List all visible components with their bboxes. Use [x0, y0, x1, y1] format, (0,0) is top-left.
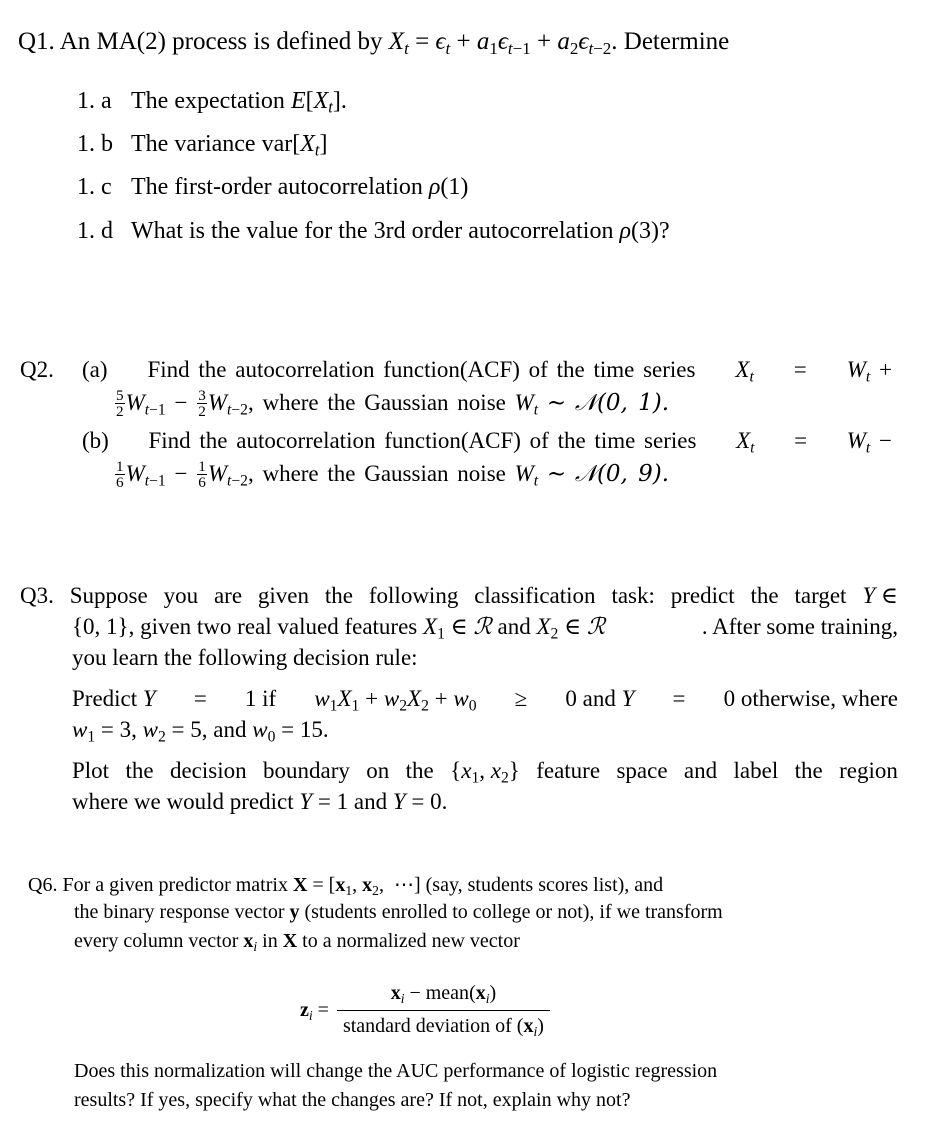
q6-line3: every column vector $x_i$ in X to a normalized new vector — [74, 930, 520, 954]
q3-plot-word: decision — [169, 758, 247, 783]
q2b-xt: $X_t$ — [736, 428, 755, 457]
q3-rule-otherwise: 0 otherwise, where — [723, 686, 898, 711]
q2-number: Q2. — [20, 357, 54, 382]
q3-w2: 5 — [190, 717, 202, 742]
q6-question-line2: results? If yes, specify what the changes are? If not, explain why not? — [74, 1089, 631, 1111]
q3-word: you — [163, 583, 199, 608]
q3-rule-eq: = — [193, 686, 207, 711]
q3-line1 — [20, 583, 898, 609]
q3-plot-line1 — [72, 758, 898, 787]
q3-rule-line1 — [72, 686, 898, 715]
q3-plot-word: and — [683, 758, 718, 783]
q1a-math: $E[X_t]$. — [290, 88, 347, 117]
q6-line2: the binary response vector y (students enrolled to college or not), if we transform — [74, 901, 723, 923]
q2b-line1 — [82, 428, 892, 457]
q3-rule-if: 1 if — [244, 686, 277, 711]
q2a-noise-text: , where the Gaussian noise — [247, 390, 506, 416]
q3-rule-line2: $w_1 = 3$, $w_2 = 5$, and $w_0 = 15$. — [72, 717, 329, 746]
q1d-text: What is the value for the 3rd order autocorrelation — [131, 218, 614, 244]
q2a-line2: $\frac{5}{2}$ $W_{t-1}$ − $\frac{3}{2}$ $W_{t-2}$, where the Gaussian noise $W_t$ ∼ 𝒩(0, 1). — [116, 387, 670, 421]
q3-plot-set: {$x_1$, $x_2$} — [450, 758, 520, 787]
q3-plot-word: region — [839, 758, 898, 783]
q1b-text: The variance var — [131, 131, 293, 157]
q3-line3: you learn the following decision rule: — [72, 645, 418, 670]
q3-word: Suppose — [69, 583, 148, 608]
q2b-dist: 𝒩(0, 9). — [574, 461, 670, 488]
q3-plot-line2: where we would predict Y = 1 and Y = 0. — [72, 789, 448, 814]
q2a-dist: 𝒩(0, 1). — [574, 390, 670, 417]
q1a-text: The expectation — [131, 88, 285, 114]
q1-determine: . Determine — [611, 28, 730, 55]
q3-word: the — [324, 583, 353, 608]
q3-set: {0, 1}, given two real valued features $X_1$ ∈ ℛ and $X_2$ ∈ ℛ — [72, 614, 606, 643]
q1c-label: 1. c — [77, 174, 112, 200]
q3-rule-eq2: = — [672, 686, 686, 711]
q2a-eq: = — [793, 357, 807, 382]
q2a-line1 — [82, 357, 892, 386]
q3-line2-tail: . After some training, — [701, 614, 898, 639]
q6-normalization-formula — [300, 980, 550, 1040]
q3-plot-word: the — [794, 758, 823, 783]
q1-number: Q1. — [18, 28, 55, 55]
q2b-line2: $\frac{1}{6}$ $W_{t-1}$ − $\frac{1}{6}$ $W_{t-2}$, where the Gaussian noise $W_t$ ∼ 𝒩(0, 9). — [116, 458, 670, 492]
q2a-wt: $W_t$ + — [846, 357, 892, 386]
q3-word: task: — [611, 583, 655, 608]
q1c-text: The first-order autocorrelation — [131, 174, 423, 200]
q1-part-a — [77, 88, 347, 115]
q3-y-in: Y ∈ — [862, 583, 898, 608]
q2b-noise-text: , where the Gaussian noise — [247, 461, 506, 487]
q1-intro: An MA(2) process is defined by — [59, 28, 383, 55]
q6-formula-fraction: $\frac{x_i - mean(x_i)}{standard deviation of (x_i)}$ — [337, 980, 550, 1040]
q1a-label: 1. a — [77, 88, 112, 114]
q1b-math: $[X_t]$ — [292, 131, 328, 160]
q6-line1: Q6. For a given predictor matrix $X = [x_1$, $x_2$, ⋯] (say, students scores list), and — [28, 874, 664, 898]
q2a-xt: $X_t$ — [735, 357, 754, 386]
q1-part-c — [77, 174, 468, 201]
q2a-text: Find the autocorrelation function(ACF) of the time series — [147, 357, 696, 382]
q3-line2 — [72, 614, 898, 643]
q3-plot-word: feature — [536, 758, 601, 783]
q2b-label: (b) — [82, 428, 109, 453]
q3-word: given — [257, 583, 310, 608]
q3-rule-geq: ≥ — [514, 686, 528, 711]
q3-plot-word: label — [733, 758, 779, 783]
q6-number: Q6. — [28, 874, 58, 896]
q3-w1: 3 — [119, 717, 132, 742]
q3-word: classification — [474, 583, 596, 608]
q2b-frac2: $\frac{1}{6}$ — [198, 458, 206, 492]
q1-ma2-formula: $X_t = \epsilon_t + a_1\epsilon_{t-1} + a_2\epsilon_{t-2}$ — [388, 28, 612, 58]
q6-formula-lhs: $z_i$ = — [300, 998, 329, 1023]
q1c-math: ρ(1) — [428, 174, 469, 200]
q3-plot-word: the — [405, 758, 434, 783]
q1-part-d — [77, 218, 670, 245]
q3-word: the — [750, 583, 779, 608]
q2a-frac2: $\frac{3}{2}$ — [198, 387, 206, 421]
q1d-label: 1. d — [77, 218, 113, 244]
q3-word: are — [213, 583, 243, 608]
q3-rule-predict: Predict Y — [72, 686, 156, 711]
q3-plot-word: Plot — [72, 758, 110, 783]
q3-word: target — [794, 583, 847, 608]
q2a-label: (a) — [82, 357, 108, 382]
q2b-text: Find the autocorrelation function(ACF) of the time series — [148, 428, 697, 453]
q1-part-b — [77, 131, 327, 158]
q3-w0: 15 — [299, 717, 323, 742]
q3-number: Q3. — [20, 583, 54, 608]
q3-plot-word: on — [366, 758, 390, 783]
q3-plot-word: the — [125, 758, 154, 783]
q3-rule-and: 0 and Y — [565, 686, 635, 711]
q1-header — [18, 28, 729, 56]
q2b-eq: = — [794, 428, 808, 453]
q2a-frac1: $\frac{5}{2}$ — [116, 387, 124, 421]
q6-question-line1: Does this normalization will change the AUC performance of logistic regression — [74, 1060, 718, 1082]
q3-word: predict — [670, 583, 735, 608]
q3-word: following — [368, 583, 459, 608]
q3-plot-word: space — [616, 758, 668, 783]
q2b-frac1: $\frac{1}{6}$ — [116, 458, 124, 492]
q3-plot-word: boundary — [263, 758, 350, 783]
q1d-math: ρ(3)? — [619, 218, 670, 244]
q3-rule-expr: $w_1X_1 + w_2X_2 + w_0$ — [314, 686, 477, 715]
q1b-label: 1. b — [77, 131, 113, 157]
q2b-wt: $W_t$ − — [846, 428, 892, 457]
